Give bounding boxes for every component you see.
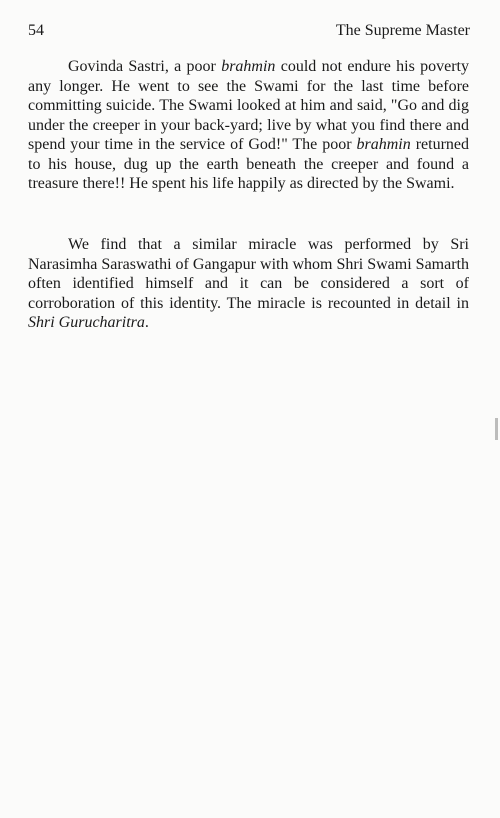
page-header (28, 22, 470, 42)
running-title: The Supreme Master (335, 22, 470, 39)
text-run-italic: brahmin (221, 58, 276, 75)
scan-edge-mark (495, 418, 498, 440)
text-run-italic: brahmin (356, 136, 411, 153)
text-run: . (144, 314, 149, 331)
paragraph-govinda-sastri (28, 57, 469, 194)
text-run: returned to his house, dug up the earth beneath the creeper and found a treasure there!! He spent his life happily as directed by the Swami. (28, 136, 470, 192)
text-run-italic: Shri Gurucharitra (28, 314, 145, 331)
paragraph-narasimha-saraswathi (28, 235, 469, 333)
text-run: We find that a similar miracle was performed by Sri Narasimha Saraswathi of Gangapur with whom Shri Swami Samarth often identified himself and it can be considered a sort of corroboration of this identity. The miracle is recounted in detail in (28, 236, 469, 312)
text-run: Govinda Sastri, a poor (68, 58, 222, 75)
page-number: 54 (28, 22, 44, 39)
text-run: could not endure his poverty any longer. He went to see the Swami for the last time before committing suicide. The Swami looked at him and said, "Go and dig under the creeper in your back-yard; live by what you find there and spend your time in the service of God!" The poor (28, 58, 469, 153)
